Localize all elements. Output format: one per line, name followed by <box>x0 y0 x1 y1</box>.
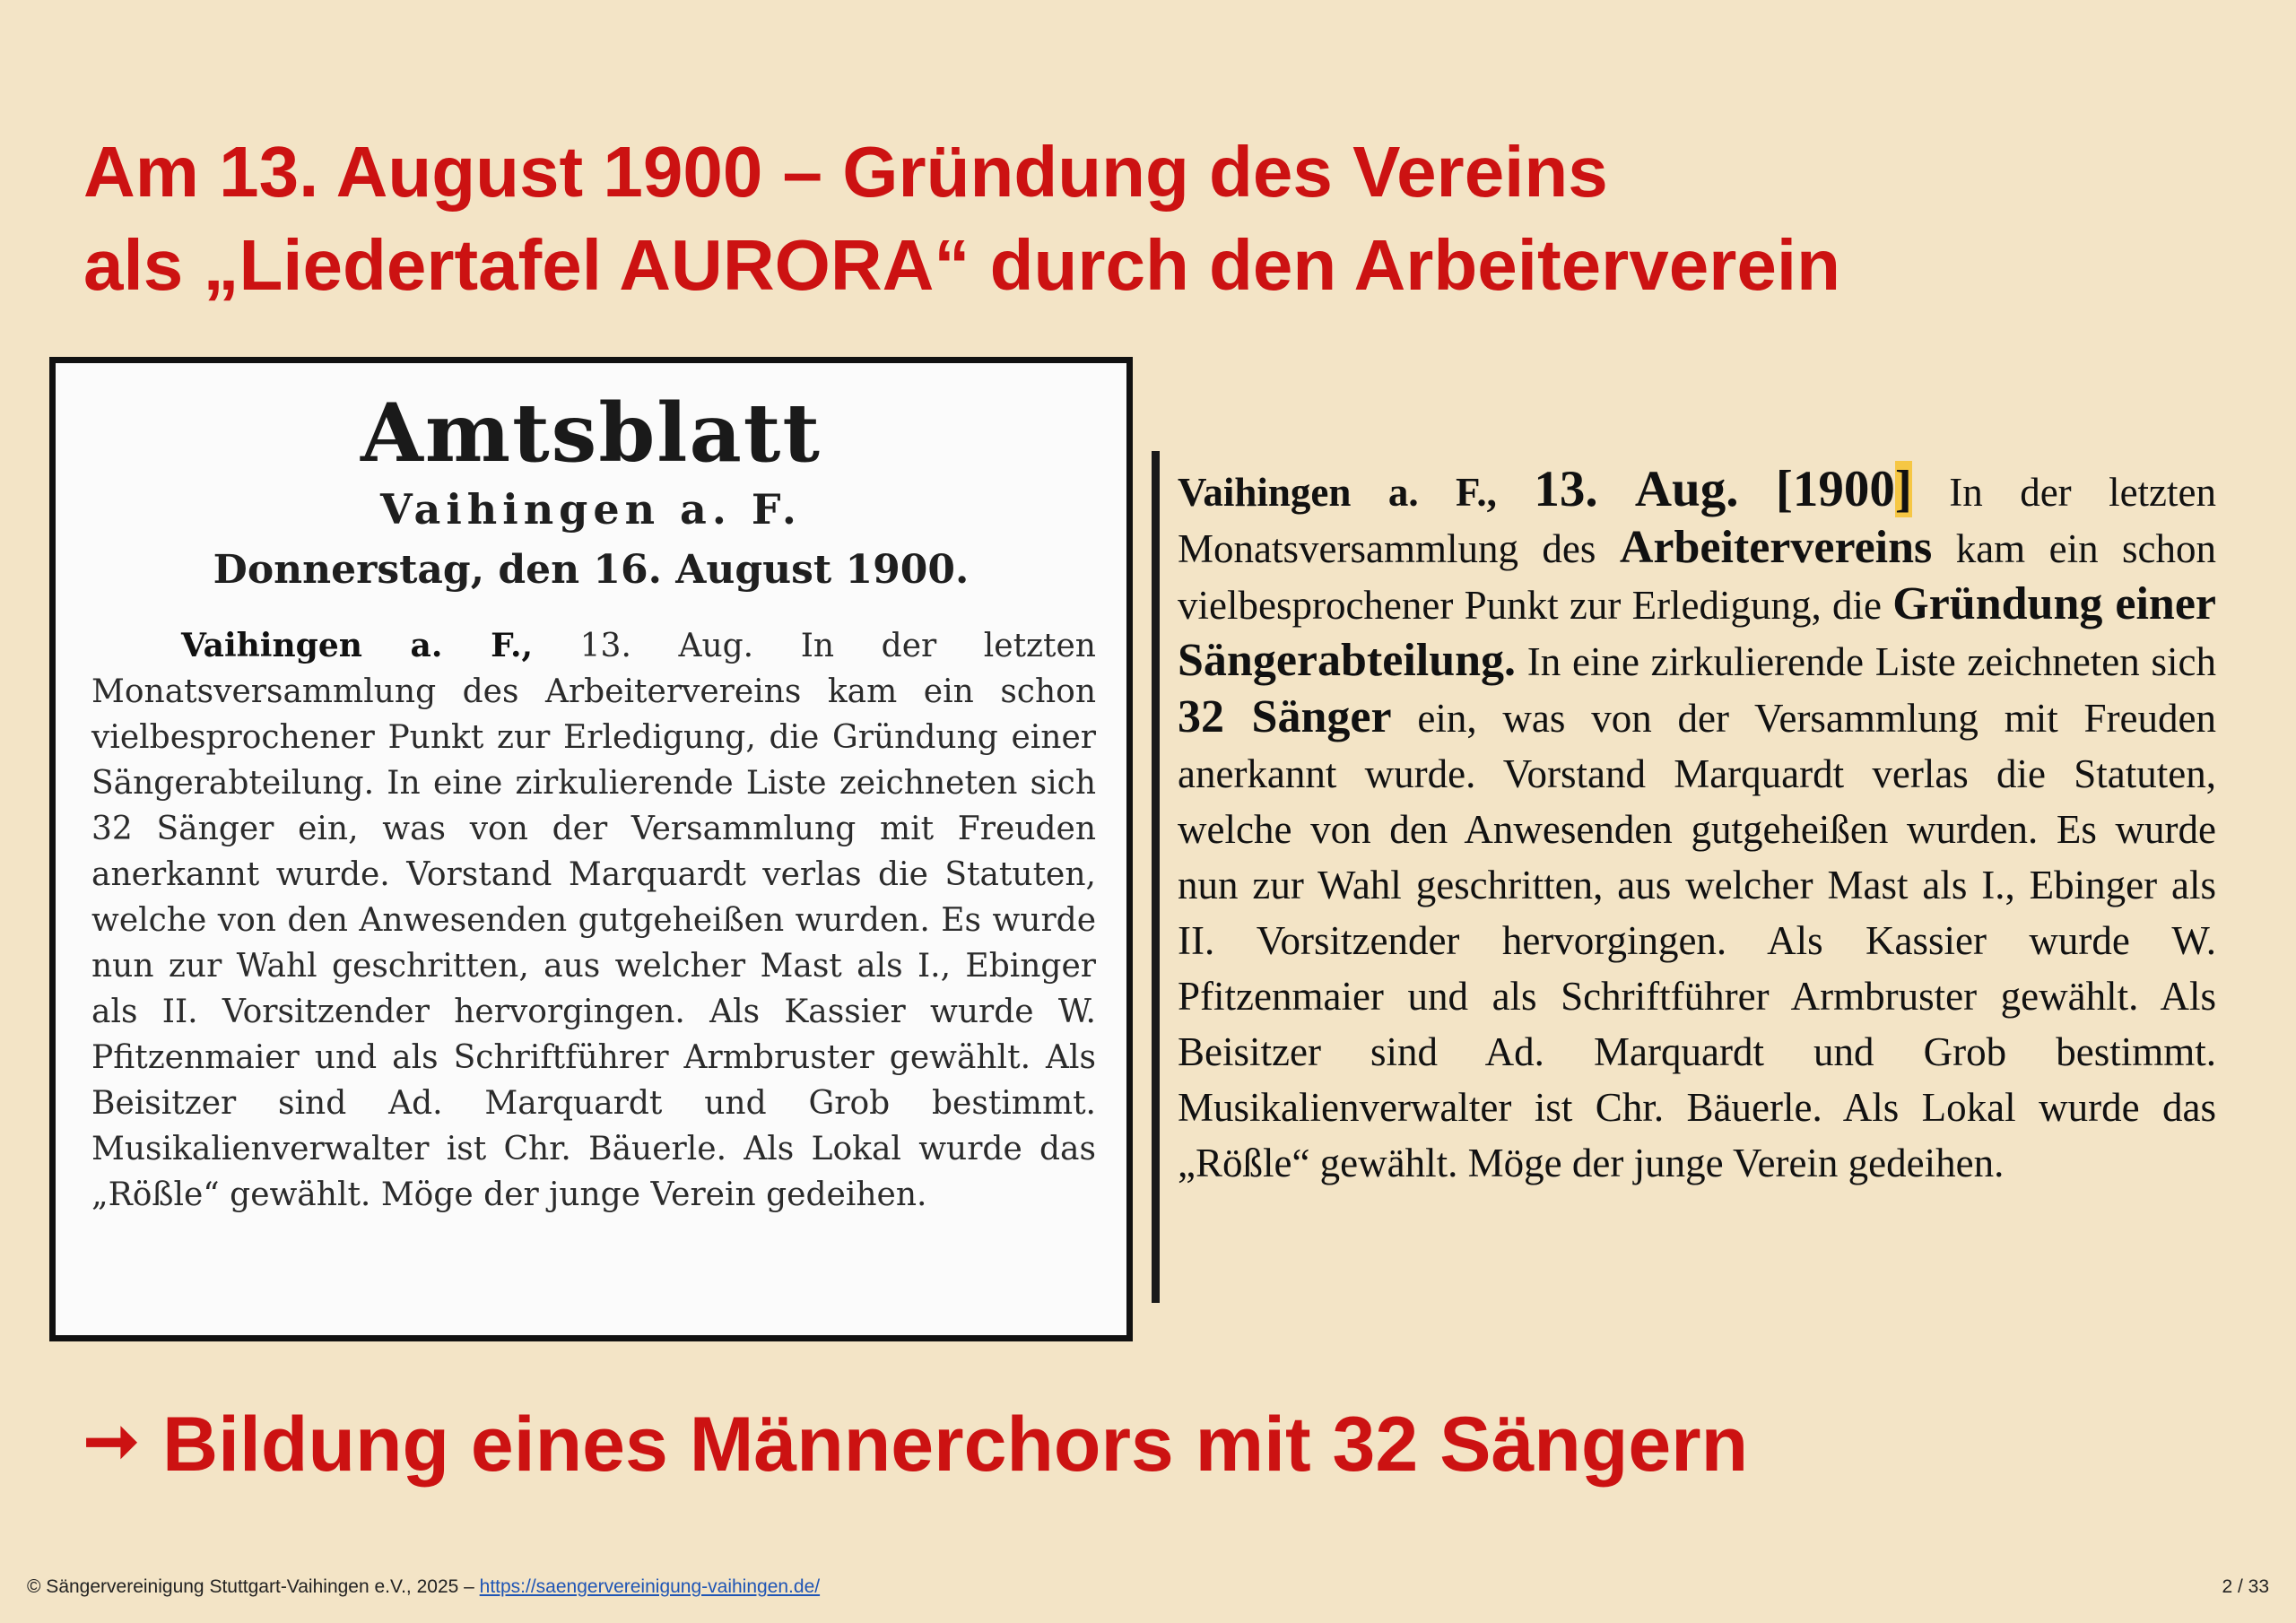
clipping-place: Vaihingen a. F. <box>380 485 802 534</box>
clipping-masthead: Amtsblatt <box>361 386 822 481</box>
clipping-article <box>91 623 1096 1218</box>
tx-part-1: In der letzten Monatsversammlung des <box>1178 470 2216 571</box>
tx-gruendung: Gründung einer Sängerabteilung. <box>1178 578 2216 686</box>
tx-saenger: 32 Sänger <box>1178 691 1392 742</box>
clipping-body-text: 13. Aug. In der letzten Monatsversammlung des Arbeitervereins kam ein schon vielbesprochener Punkt zur Erledigung, die Gründung einer Sängerabteilung. In eine zirkulierende Liste zeichneten sich 32 Sänger ein, was von der Versammlung mit Freuden anerkannt wurde. Vorstand Marquardt verlas die Statuten, welche von den Anwesenden gutgeheißen wurden. Es wurde nun zur Wahl geschritten, aus welcher Mast als I., Ebinger als II. Vorsitzender hervorgingen. Als Kassier wurde W. Pfitzenmaier und als Schriftführer Armbruster gewählt. Als Beisitzer sind Ad. Marquardt und Grob bestimmt. Musikalienverwalter ist Chr. Bäuerle. Als Lokal wurde das „Rößle“ gewählt. Möge der junge Verein gedeihen. <box>91 628 1096 1213</box>
page-number: 2 / 33 <box>2222 1576 2269 1597</box>
conclusion-text: Bildung eines Männerchors mit 32 Sängern <box>162 1402 1749 1488</box>
footer-copyright: © Sängervereinigung Stuttgart-Vaihingen e.V., 2025 – <box>27 1576 480 1597</box>
tx-year-bracket-highlight: ] <box>1894 461 1912 517</box>
divider-bar <box>1152 451 1160 1303</box>
clipping-lead: Vaihingen a. F., <box>181 627 534 664</box>
tx-date: 13. Aug. <box>1534 461 1739 517</box>
title-line-2: als „Liedertafel AURORA“ durch den Arbeiterverein <box>83 225 1840 305</box>
tx-arbeiterverein: Arbeitervereins <box>1619 522 1933 573</box>
title-line-1: Am 13. August 1900 – Gründung des Vereins <box>83 132 1608 212</box>
arrow-right-icon: ➞ <box>83 1403 140 1478</box>
slide-title <box>83 126 2218 312</box>
tx-part-3: In eine zirkulierende Liste zeichneten sich <box>1516 639 2216 684</box>
newspaper-clipping <box>49 357 1133 1341</box>
tx-part-2: kam ein schon vielbesprochener Punkt zur Erledigung, die <box>1178 526 2217 628</box>
tx-part-4: ein, was von der Versammlung mit Freuden anerkannt wurde. Vorstand Marquardt verlas die Statuten, welche von den Anwesenden gutgeheißen wurden. Es wurde nun zur Wahl geschritten, aus welcher Mast als I., Ebinger als II. Vorsitzender hervorgingen. Als Kassier wurde W. Pfitzenmaier und als Schriftführer Armbruster gewählt. Als Beisitzer sind Ad. Marquardt und Grob bestimmt. Musikalienverwalter ist Chr. Bäuerle. Als Lokal wurde das „Rößle“ gewählt. Möge der junge Verein gedeihen. <box>1178 696 2217 1185</box>
footer <box>27 1576 820 1598</box>
clipping-date: Donnerstag, den 16. August 1900. <box>213 547 970 593</box>
footer-link[interactable]: https://saengervereinigung-vaihingen.de/ <box>479 1576 821 1597</box>
transcription-text <box>1178 462 2216 1191</box>
tx-place: Vaihingen a. F., <box>1178 470 1497 515</box>
tx-year: [1900 <box>1775 461 1895 517</box>
conclusion-line <box>83 1392 1748 1494</box>
